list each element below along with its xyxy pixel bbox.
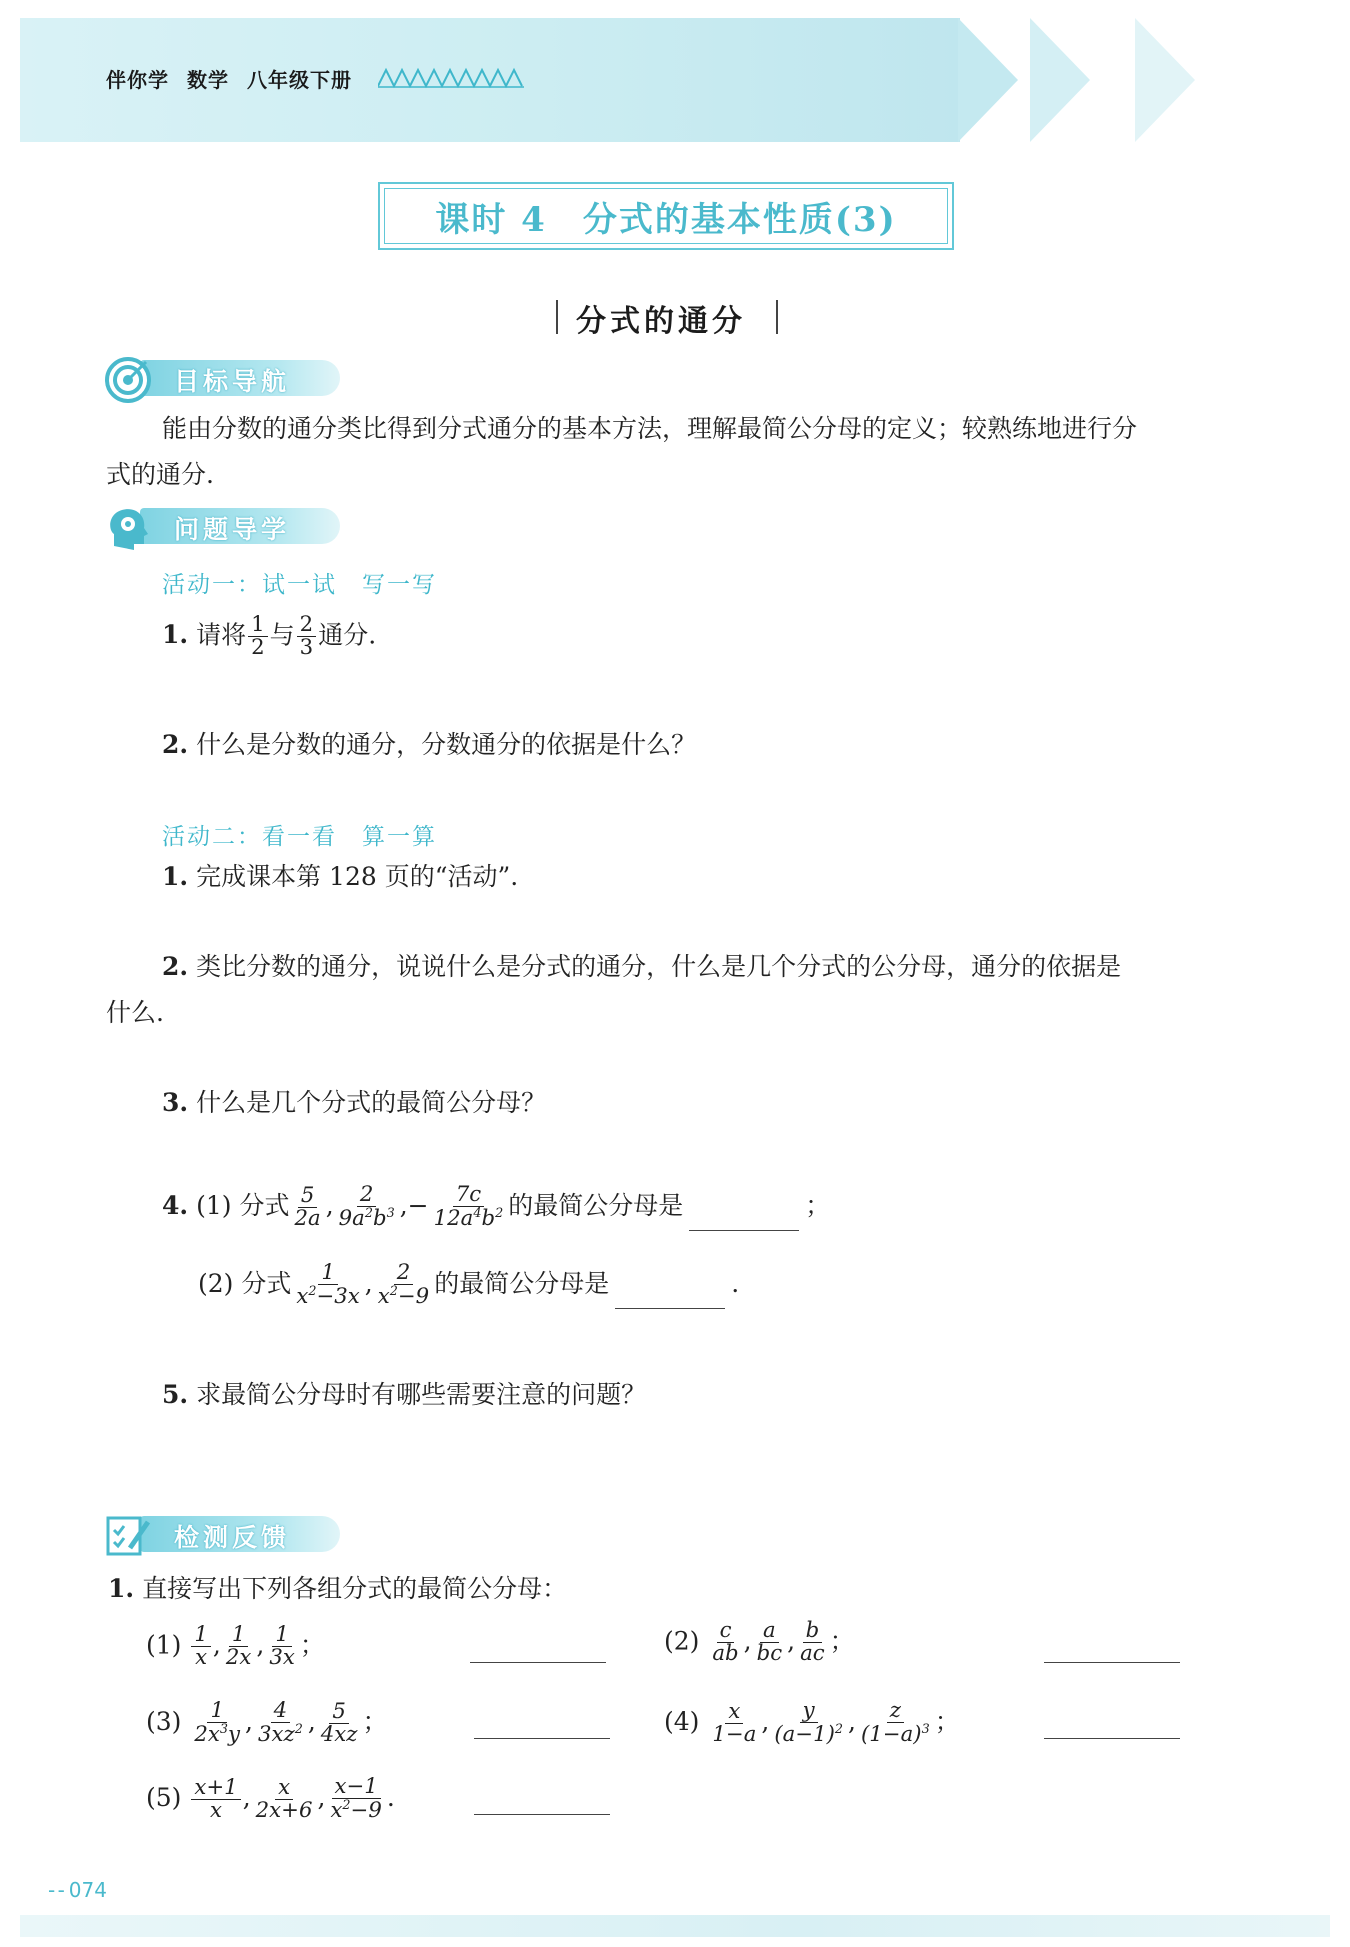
q4-p2-end: . [731,1268,740,1298]
fraction: $\frac{5}{2a}$ [294,1182,321,1231]
check-item-1: (1) $\frac{1}{x}$ , $\frac{1}{2x}$ , $\frac{1}{3x}$ ； [146,1622,325,1671]
activity1-title: 活动一：试一试 写一写 [162,572,437,598]
numerator: 1 [248,614,268,637]
q4-p1: (1) 分式 [196,1190,290,1220]
zigzag-ornament [378,66,528,90]
answer-blank[interactable] [615,1308,725,1309]
item-label: (2) [664,1626,700,1656]
running-header [106,64,370,93]
activity1-question-1 [162,614,376,660]
question-number: 4. [162,1190,189,1220]
section-subtitle: 分式的通分 [576,304,746,339]
fraction: $\frac{2}{x^2-9}$ [377,1260,430,1310]
fraction: $\frac{1}{3x}$ [269,1622,295,1671]
answer-blank[interactable] [474,1814,610,1815]
section-goal-header [104,356,354,400]
fraction: $\frac{1}{2x^3y}$ [194,1698,241,1748]
activity2-question-4-part1: 4. (1) 分式 $\frac{5}{2a}$ , $\frac{2}{9a^2b^3}$ ,− $\frac{7c}{12a^4b^2}$ 的最简公分母是 ； [162,1182,831,1232]
fraction: $\frac{1}{x^2-3x}$ [296,1260,360,1310]
question-number: 5. [162,1380,189,1409]
activity2-question-3 [162,1088,546,1118]
answer-blank[interactable] [474,1738,610,1739]
question-text: 直接写出下列各组分式的最简公分母： [142,1574,568,1603]
activity2-question-2 [162,952,1121,982]
q1-mid: 与 [269,620,295,650]
fraction: $\frac{7c}{12a^4b^2}$ [433,1182,504,1232]
q4-p2: (2) 分式 [198,1268,292,1298]
fraction: $\frac{1}{2x}$ [225,1622,252,1671]
section-check-header [104,1512,354,1556]
section-goal-label: 目标导航 [174,367,291,396]
fraction: $\frac{2}{9a^2b^3}$ [338,1182,395,1232]
question-text: 什么是分数的通分，分数通分的依据是什么？ [196,730,697,759]
question-number: 1. [162,862,189,891]
check-item-3: (3) $\frac{1}{2x^3y}$ , $\frac{4}{3xz^2}$ , $\frac{5}{4xz}$ ； [146,1698,388,1748]
arrow-icon: - - [48,1878,63,1902]
chevron-decoration [1135,18,1195,142]
question-number: 3. [162,1088,189,1117]
page-number [48,1878,107,1902]
target-icon [104,356,152,404]
header-series: 伴你学 [106,68,169,92]
checklist-pencil-icon [104,1512,152,1560]
item-label: (1) [146,1630,182,1660]
fraction: $\frac{4}{3xz^2}$ [257,1698,303,1748]
fraction: $\frac{a}{bc}$ [756,1618,783,1667]
activity2-title: 活动二：看一看 算一算 [162,824,437,850]
denominator: 3 [299,635,314,661]
fraction: $\frac{1}{x}$ [191,1624,211,1670]
chevron-decoration [1030,18,1090,142]
lesson-title [384,188,948,244]
item-label: (4) [664,1706,700,1736]
fraction: $\frac{x}{1-a}$ [712,1698,757,1747]
fraction: $\frac{x-1}{x^2-9}$ [330,1774,382,1824]
item-label: (3) [146,1706,182,1736]
fraction [248,614,268,660]
header-grade: 八年级下册 [247,68,352,92]
check-item-2: (2) $\frac{c}{ab}$ , $\frac{a}{bc}$ , $\frac{b}{ac}$ ； [664,1618,855,1667]
question-text: 类比分数的通分，说说什么是分式的通分，什么是几个分式的公分母，通分的依据是 [196,952,1122,981]
question-text: 什么是几个分式的最简公分母？ [196,1088,547,1117]
activity2-question-5 [162,1380,646,1410]
section-check-label: 检测反馈 [174,1523,291,1552]
activity1-question-2 [162,730,696,760]
fraction: $\frac{x}{2x+6}$ [255,1774,313,1823]
head-gear-icon [104,504,152,552]
subtitle-bar-left [556,300,558,334]
answer-blank[interactable] [1044,1738,1180,1739]
footer-band [20,1915,1330,1937]
fraction: $\frac{5}{4xz}$ [320,1698,358,1747]
fraction: $\frac{b}{ac}$ [800,1618,825,1667]
lesson-topic: 分式的基本性质(3) [582,199,897,240]
answer-blank[interactable] [1044,1662,1180,1663]
lesson-number: 课时 4 [435,199,547,240]
question-number: 2. [162,952,189,981]
question-number: 2. [162,730,189,759]
answer-blank[interactable] [470,1662,606,1663]
question-text: 求最简公分母时有哪些需要注意的问题？ [196,1380,647,1409]
q4-p1-tail: 的最简公分母是 [508,1190,684,1220]
subtitle-bar-right [776,300,778,334]
q1-post: 通分. [318,620,377,650]
fraction [297,614,317,660]
fraction: $\frac{x+1}{x}$ [191,1777,240,1823]
section-guide-label: 问题导学 [174,515,291,544]
chevron-decoration [958,18,1018,142]
header-subject: 数学 [187,68,229,92]
check-question-1 [108,1574,567,1604]
section-guide-header [104,504,354,548]
q1-pre: 请将 [196,620,247,650]
fraction: $\frac{z}{(1-a)^3}$ [860,1698,930,1748]
fraction: $\frac{c}{ab}$ [712,1618,739,1667]
check-item-4: (4) $\frac{x}{1-a}$ , $\frac{y}{(a-1)^2}$ , $\frac{z}{(1-a)^3}$ ； [664,1698,960,1748]
q4-p2-tail: 的最简公分母是 [434,1268,610,1298]
question-number: 1. [108,1574,135,1603]
denominator: 2 [251,635,265,661]
item-label: (5) [146,1782,182,1812]
q4-p1-end: ； [805,1190,831,1220]
goal-text-line1: 能由分数的通分类比得到分式通分的基本方法，理解最简公分母的定义；较熟练地进行分 [162,414,1138,443]
question-number: 1. [162,620,189,650]
activity2-question-4-part2: (2) 分式 $\frac{1}{x^2-3x}$ , $\frac{2}{x^2-9}$ 的最简公分母是 . [198,1260,740,1310]
activity2-question-1 [162,862,518,892]
question-text: 完成课本第 128 页的“活动”. [196,862,519,891]
activity2-question-2-cont: 什么. [106,998,164,1027]
answer-blank[interactable] [689,1230,799,1231]
check-item-5: (5) $\frac{x+1}{x}$ , $\frac{x}{2x+6}$ , $\frac{x-1}{x^2-9}$ . [146,1774,395,1824]
goal-text-line2: 式的通分. [106,460,214,489]
page-number-text: 074 [68,1878,107,1902]
lesson-title-box [378,182,954,250]
fraction: $\frac{y}{(a-1)^2}$ [774,1698,844,1748]
numerator: 2 [297,614,317,637]
